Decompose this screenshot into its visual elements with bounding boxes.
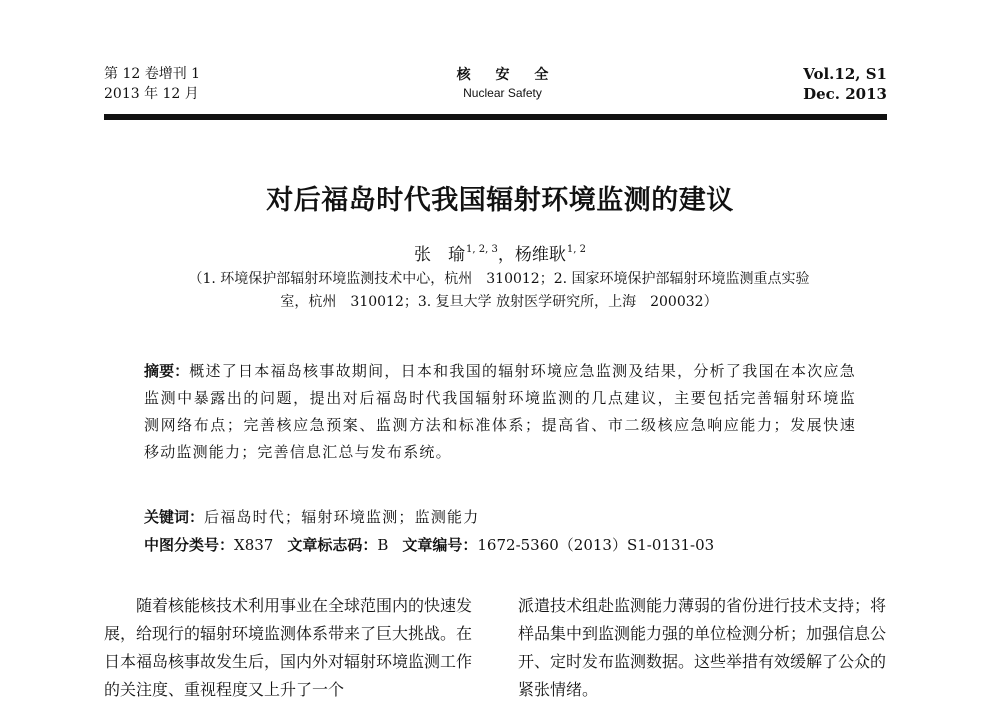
journal-name-cn: 核 安 全 bbox=[456, 67, 559, 83]
body-column-left: 随着核能核技术利用事业在全球范围内的快速发展，给现行的辐射环境监测体系带来了巨大挑战。在日本福岛核事故发生后，国内外对辐射环境监测工作的关注度、重视程度又上升了一个 bbox=[104, 596, 473, 699]
abstract-text: 概述了日本福岛核事故期间，日本和我国的辐射环境应急监测及结果，分析了我国在本次应急监测中暴露出的问题，提出对后福岛时代我国辐射环境监测的几点建议，主要包括完善辐射环境监测网络布点；完善核应急预案、监测方法和标准体系；提高省、市二级核应急响应能力；发展快速移动监测能力；完善信息汇总与发布系统。 bbox=[144, 362, 856, 461]
volume-en: Vol.12, S1 bbox=[803, 65, 887, 83]
header-center bbox=[420, 64, 585, 100]
classification-line bbox=[144, 534, 884, 555]
article-no-label: 文章编号： bbox=[402, 536, 478, 554]
doc-code-label: 文章标志码： bbox=[287, 536, 378, 554]
affiliations-line: （1. 环境保护部辐射环境监测技术中心，杭州 310012；2. 国家环境保护部辐射环境监测重点实验 bbox=[188, 271, 810, 287]
abstract-label: 摘要： bbox=[144, 362, 190, 380]
keywords-label: 关键词： bbox=[144, 508, 205, 526]
date-cn: 2013 年 12 月 bbox=[104, 86, 199, 102]
author-affil-marks: 1, 2 bbox=[566, 244, 586, 255]
keywords-text: 后福岛时代；辐射环境监测；监测能力 bbox=[204, 508, 480, 526]
header-right bbox=[803, 64, 887, 104]
clc-label: 中图分类号： bbox=[144, 536, 235, 554]
keywords bbox=[144, 506, 856, 527]
affiliations-line: 室，杭州 310012；3. 复旦大学 放射医学研究所，上海 200032） bbox=[280, 294, 718, 310]
header-left bbox=[104, 64, 200, 104]
author-separator: ， bbox=[497, 245, 515, 265]
journal-name-en: Nuclear Safety bbox=[463, 86, 542, 100]
clc-value: X837 bbox=[234, 536, 274, 554]
author-affil-marks: 1, 2, 3 bbox=[466, 244, 498, 255]
volume-cn: 第 12 卷增刊 1 bbox=[104, 66, 201, 82]
author-name: 杨维耿 bbox=[514, 245, 566, 265]
article-no-value: 1672-5360（2013）S1-0131-03 bbox=[477, 536, 715, 554]
header-rule bbox=[104, 114, 887, 120]
article-title: 对后福岛时代我国辐射环境监测的建议 bbox=[266, 185, 734, 216]
date-en: Dec. 2013 bbox=[803, 85, 887, 103]
abstract bbox=[144, 358, 856, 466]
body-column-right: 派遣技术组赴监测能力薄弱的省份进行技术支持；将样品集中到监测能力强的单位检测分析；加强信息公开、定时发布监测数据。这些举措有效缓解了公众的紧张情绪。 bbox=[518, 596, 887, 699]
affiliations bbox=[104, 268, 894, 314]
author-name: 张 瑜 bbox=[414, 245, 466, 265]
doc-code-value: B bbox=[377, 536, 389, 554]
author-list bbox=[0, 240, 1000, 265]
